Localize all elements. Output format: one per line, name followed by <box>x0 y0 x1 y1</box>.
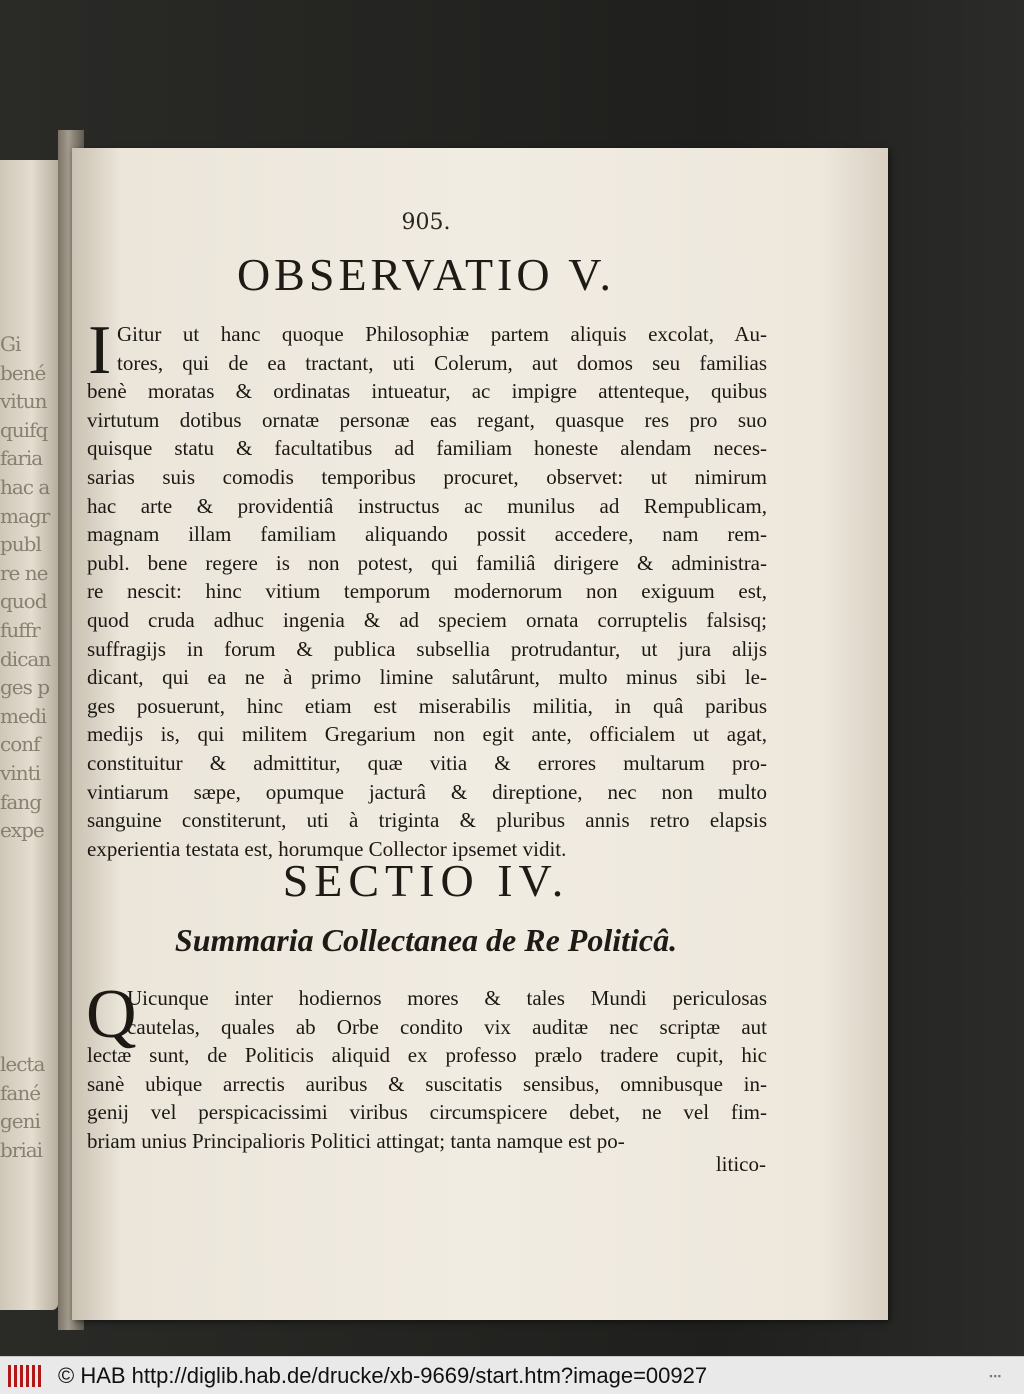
observatio-paragraph <box>87 320 767 863</box>
text-line: sanguine constiterunt, uti à triginta & pluribus annis retro elapsis <box>87 808 767 833</box>
previous-page-fragment: re ne <box>0 560 48 585</box>
text-line: medijs is, qui militem Gregarium non egit ante, officialem ut agat, <box>87 722 767 747</box>
previous-page-fragment: fuffr <box>0 618 40 642</box>
page-number: 905. <box>401 210 451 235</box>
text-line: genij vel perspicacissimi viribus circumspicere debet, ne vel fim- <box>87 1100 767 1125</box>
footer-copyright-url[interactable]: © HAB http://diglib.hab.de/drucke/xb-9669/start.htm?image=00927 <box>58 1363 708 1388</box>
text-line: experientia testata est, horumque Collector ipsemet vidit. <box>87 836 567 861</box>
previous-page-fragment: magr <box>0 503 50 528</box>
text-line: tores, qui de ea tractant, uti Colerum, aut domos seu familias <box>117 350 767 375</box>
sectio-heading: SECTIO IV. <box>282 855 570 906</box>
text-line: sarias suis comodis temporibus procuret, observet: ut nimirum <box>87 464 767 489</box>
text-line: Gitur ut hanc quoque Philosophiæ partem aliquis excolat, Au- <box>117 322 767 346</box>
text-line: Uicunque inter hodiernos mores & tales Mundi periculosas <box>127 986 767 1010</box>
previous-page-fragment: ges p <box>0 675 50 700</box>
observatio-heading: OBSERVATIO V. <box>236 249 616 300</box>
previous-page-fragment: expe <box>0 818 44 843</box>
text-line: constituitur & admittitur, quæ vitia & errores multarum pro- <box>87 750 767 775</box>
previous-page-fragment: vinti <box>0 761 41 785</box>
text-line: lectæ sunt, de Politicis aliquid ex professo prælo tradere cupit, hic <box>87 1043 767 1068</box>
previous-page-fragment: quifq <box>0 417 48 442</box>
text-line: quod cruda adhuc ingenia & ad speciem ornata corruptelis falsisq; <box>87 607 767 632</box>
text-line: quisque statu & facultatibus ad familiam honeste alendam neces- <box>87 436 767 461</box>
previous-page-fragment: faria <box>0 446 43 471</box>
dropcap-i: I <box>88 312 112 389</box>
text-line: virtutum dotibus ornatæ personæ eas regant, quasque res pro suo <box>87 407 767 432</box>
text-line: magnam illam familiam aliquando possit accedere, nam rem- <box>87 522 767 547</box>
previous-page-fragment: conf <box>0 732 40 757</box>
previous-page-fragment: fang <box>0 789 42 814</box>
previous-page-fragment: medi <box>0 703 46 728</box>
footer-bar <box>0 1356 1024 1394</box>
previous-page-edge <box>0 160 58 1310</box>
previous-page-fragment: publ <box>0 532 41 557</box>
previous-page-fragment: bené <box>0 360 46 385</box>
text-line: sanè ubique arrectis auribus & suscitatis sensibus, omnibusque in- <box>87 1071 767 1096</box>
previous-page-fragment: vitun <box>0 389 47 414</box>
text-line: benè moratas & ordinatas intueatur, ac impigre attenteque, quibus <box>87 379 767 404</box>
text-line: suffragijs in forum & publica subsellia protrudantur, ut jura alijs <box>87 636 767 661</box>
text-line: cautelas, quales ab Orbe condito vix auditæ nec scriptæ aut <box>127 1014 767 1039</box>
previous-page-fragment: hac a <box>0 475 50 499</box>
previous-page-fragment: geni <box>0 1109 40 1134</box>
text-line: ges posuerunt, hinc etiam est miserabilis militia, in quâ paribus <box>87 693 767 718</box>
previous-page-fragment: quod <box>0 589 47 614</box>
text-line: vintiarum sæpe, opumque jacturâ & direptione, nec non multo <box>87 779 767 804</box>
text-line: dicant, qui ea ne à primo limine salutârunt, multo minus sibi le- <box>87 665 767 690</box>
previous-page-fragment: briai <box>0 1137 43 1162</box>
footer-dots-icon: ▪▪▪ <box>989 1371 1002 1381</box>
previous-page-fragment: dican <box>0 646 51 671</box>
sectio-subheading: Summaria Collectanea de Re Politicâ. <box>174 922 678 958</box>
text-line: hac arte & providentiâ instructus ac munilus ad Rempublicam, <box>87 493 767 518</box>
text-line: briam unius Principalioris Politici attingat; tanta namque est po- <box>87 1128 625 1153</box>
catchword: litico- <box>715 1152 766 1176</box>
previous-page-fragment: lecta <box>0 1052 45 1076</box>
text-line: publ. bene regere is non potest, qui familiâ dirigere & administra- <box>87 550 767 575</box>
previous-page-fragment: fané <box>0 1080 41 1105</box>
sectio-paragraph <box>87 984 767 1156</box>
text-line: re nescit: hinc vitium temporum modernorum non exiguum est, <box>87 579 767 604</box>
dropcap-q: Q <box>86 976 137 1053</box>
hab-logo-icon <box>8 1365 44 1387</box>
previous-page-fragment: Gi <box>0 332 21 356</box>
